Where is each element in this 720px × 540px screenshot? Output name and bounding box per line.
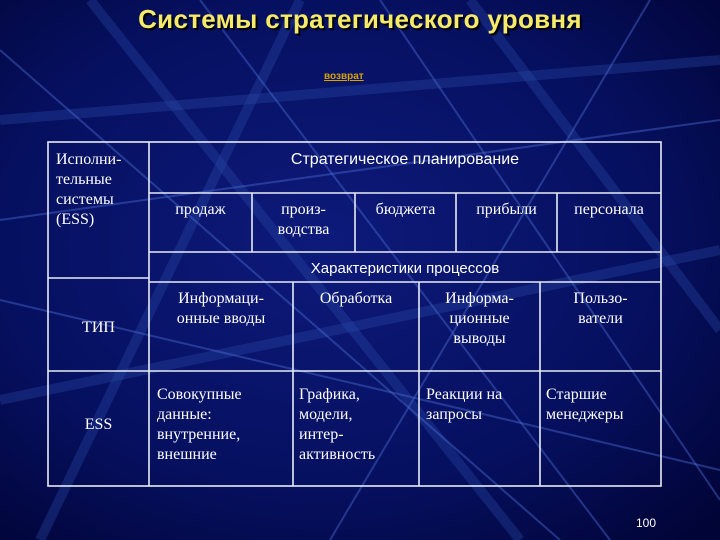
row-label-ess: ESS <box>84 416 113 433</box>
column-info-outputs: Информа- ционные выводы <box>445 290 514 347</box>
back-link[interactable]: возврат <box>324 71 364 82</box>
planning-item-personnel: персонала <box>574 201 644 218</box>
cell-ess-users: Старшие менеджеры <box>546 386 624 423</box>
cell-ess-outputs: Реакции на запросы <box>426 386 503 423</box>
column-processing: Обработка <box>319 290 393 307</box>
planning-item-budget: бюджета <box>375 201 436 218</box>
planning-item-production: произ- водства <box>277 201 330 238</box>
planning-header: Стратегическое планирование <box>290 151 520 168</box>
row-header-ess-system: Исполни- тельные системы (ESS) <box>56 151 122 228</box>
column-info-inputs: Информаци- онные вводы <box>176 290 266 327</box>
planning-item-sales: продаж <box>175 201 226 218</box>
row-label-type: ТИП <box>82 319 115 336</box>
slide-title: Системы стратегического уровня <box>138 4 582 34</box>
cell-ess-inputs: Совокупные данные: внутренние, внешние <box>157 386 242 463</box>
process-header: Характеристики процессов <box>310 260 500 277</box>
planning-item-profit: прибыли <box>476 201 537 218</box>
cell-ess-processing: Графика, модели, интер- активность <box>299 386 376 463</box>
column-users: Пользо- ватели <box>573 290 628 327</box>
page-number: 100 <box>636 516 657 530</box>
